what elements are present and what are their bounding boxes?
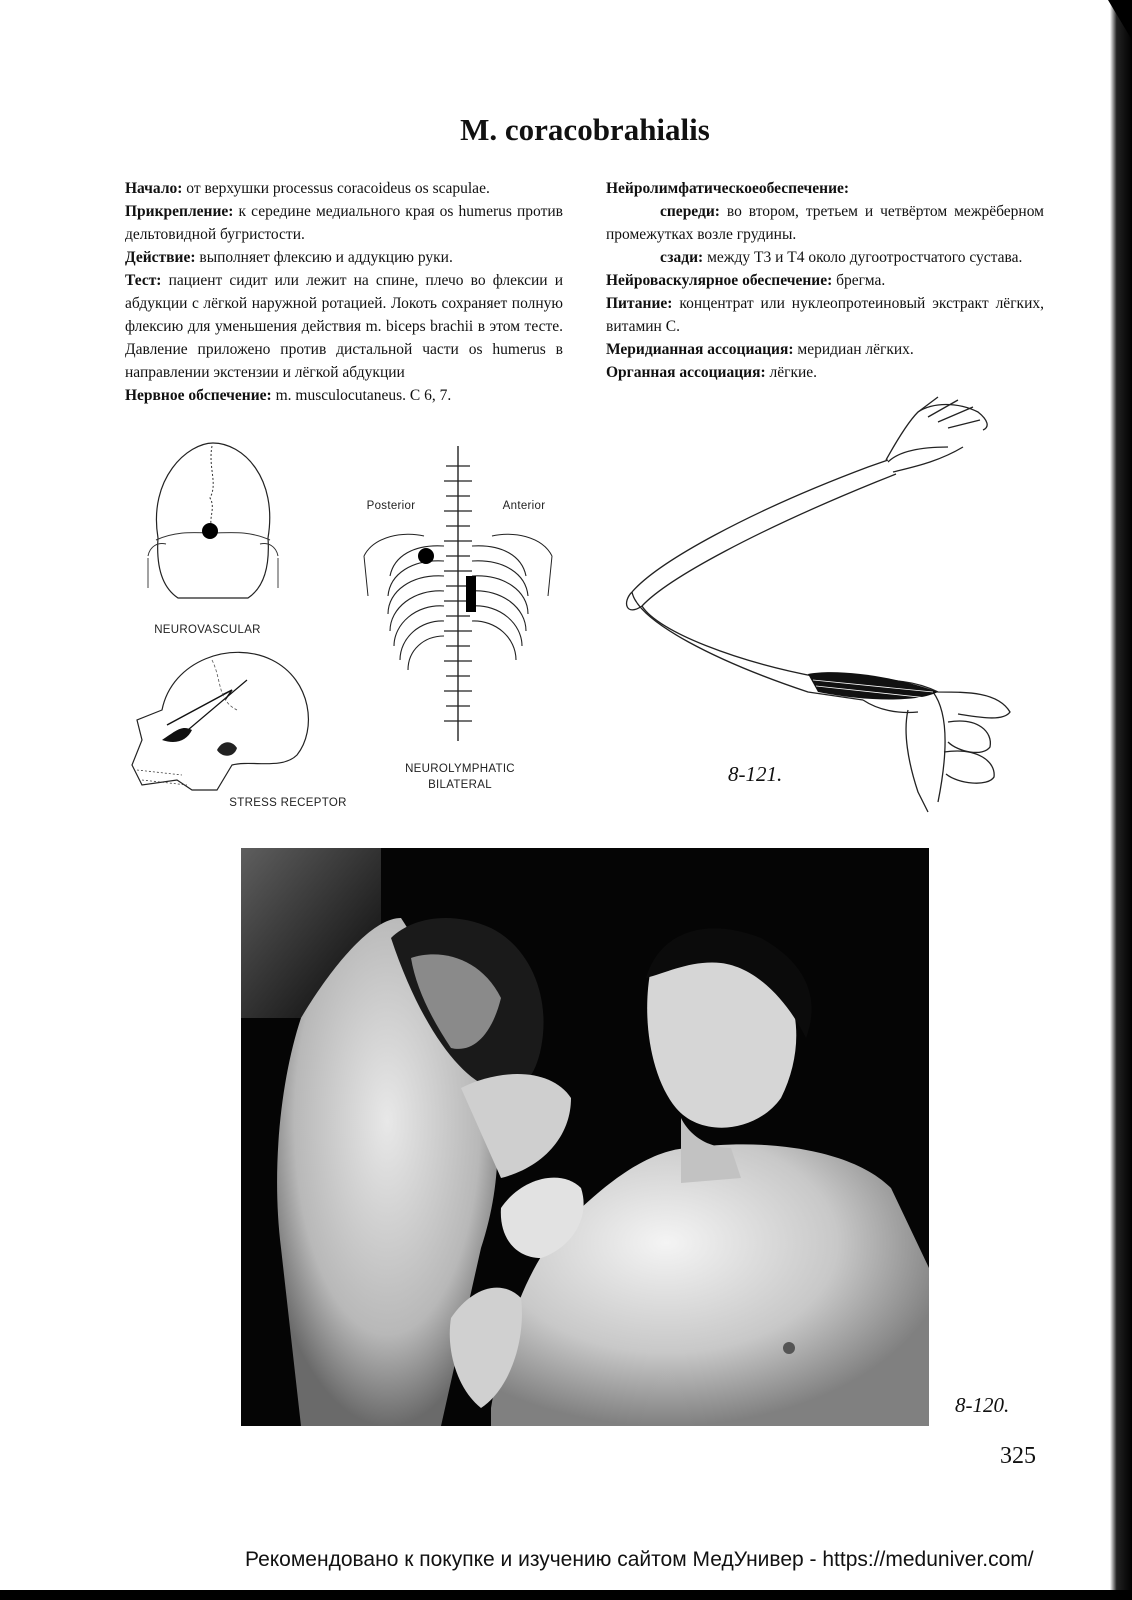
nutrition-text: концентрат или нуклеопротеиновый экстракт лёгких, витамин С. <box>606 295 1044 335</box>
posterior-label: Posterior <box>366 500 416 512</box>
organ-label: Органная ассоциация: <box>606 364 766 381</box>
anterior-label: Anterior <box>502 500 546 512</box>
insertion-text: к середине медиального края os humerus против дельтовидной бугристости. <box>125 203 563 243</box>
page-title: M. coracobrahialis <box>460 112 710 147</box>
action-label: Действие: <box>125 249 196 266</box>
neurovascular-label: NEUROVASCULAR <box>154 624 261 636</box>
neurolymphatic-label-line1: NEUROLYMPHATIC <box>405 763 515 775</box>
stress-receptor-label: STRESS RECEPTOR <box>229 797 347 809</box>
origin-paragraph <box>125 177 563 200</box>
organ-text: лёгкие. <box>765 364 818 381</box>
back-text: между Т3 и Т4 около дугоотростчатого сустава. <box>703 249 1023 266</box>
neurolymphatic-label: Нейролимфатическоеобеспечение: <box>606 180 850 197</box>
left-column <box>125 177 563 407</box>
meridian-paragraph <box>606 338 1044 361</box>
nutrition-paragraph <box>606 292 1044 338</box>
meridian-text: меридиан лёгких. <box>793 341 914 358</box>
test-label: Тест: <box>125 272 162 289</box>
back-label: сзади: <box>660 249 704 266</box>
skull-lateral-illustration <box>122 640 322 820</box>
nutrition-label: Питание: <box>606 295 673 312</box>
scan-edge-right <box>1110 0 1132 1600</box>
neurovascular-label: Нейроваскулярное обеспечение: <box>606 272 833 289</box>
arm-skeleton-illustration <box>618 392 1028 822</box>
organ-paragraph <box>606 361 1044 384</box>
front-text: во втором, третьем и четвёртом межрёберном промежутках возле грудины. <box>606 203 1044 243</box>
test-text: пациент сидит или лежит на спине, плечо во флексии и абдукции с лёгкой наружной ротацией. Локоть сохраняет полную флексию для уменьшения действия m. biceps brachii в этом тесте. Давление приложено против дистальной части os humerus в направлении экстензии и лёгкой абдукции <box>125 272 563 381</box>
figure-number-photo: 8-120. <box>955 1393 1010 1417</box>
nerve-text: m. musculocutaneus. С 6, 7. <box>271 387 452 404</box>
skull-top-illustration <box>138 438 288 618</box>
neurolymphatic-heading <box>606 177 1044 200</box>
footer-recommendation: Рекомендовано к покупке и изучению сайтом МедУнивер - https://meduniver.com/ <box>245 1548 1034 1571</box>
figure-number-arm: 8-121. <box>728 762 783 786</box>
test-paragraph <box>125 269 563 384</box>
meridian-label: Меридианная ассоциация: <box>606 341 794 358</box>
right-column <box>606 177 1044 384</box>
origin-text: от верхушки processus coracoideus os scapulae. <box>182 180 490 197</box>
nerve-label: Нервное обспечение: <box>125 387 272 404</box>
back-paragraph <box>606 246 1044 269</box>
nerve-paragraph <box>125 384 563 407</box>
insertion-paragraph <box>125 200 563 246</box>
scan-edge-bottom <box>0 1590 1132 1600</box>
front-paragraph <box>606 200 1044 246</box>
neurovascular-text: брегма. <box>832 272 886 289</box>
page-number: 325 <box>1000 1443 1036 1469</box>
origin-label: Начало: <box>125 180 183 197</box>
muscle-test-photo-graphic <box>241 848 929 1426</box>
muscle-test-photo <box>241 848 929 1426</box>
action-text: выполняет флексию и аддукцию руки. <box>195 249 453 266</box>
front-label: спереди: <box>660 203 720 220</box>
action-paragraph <box>125 246 563 269</box>
torso-spine-illustration <box>354 446 564 746</box>
insertion-label: Прикрепление: <box>125 203 234 220</box>
neurolymphatic-label-line2: BILATERAL <box>428 779 492 791</box>
neurovascular-paragraph <box>606 269 1044 292</box>
